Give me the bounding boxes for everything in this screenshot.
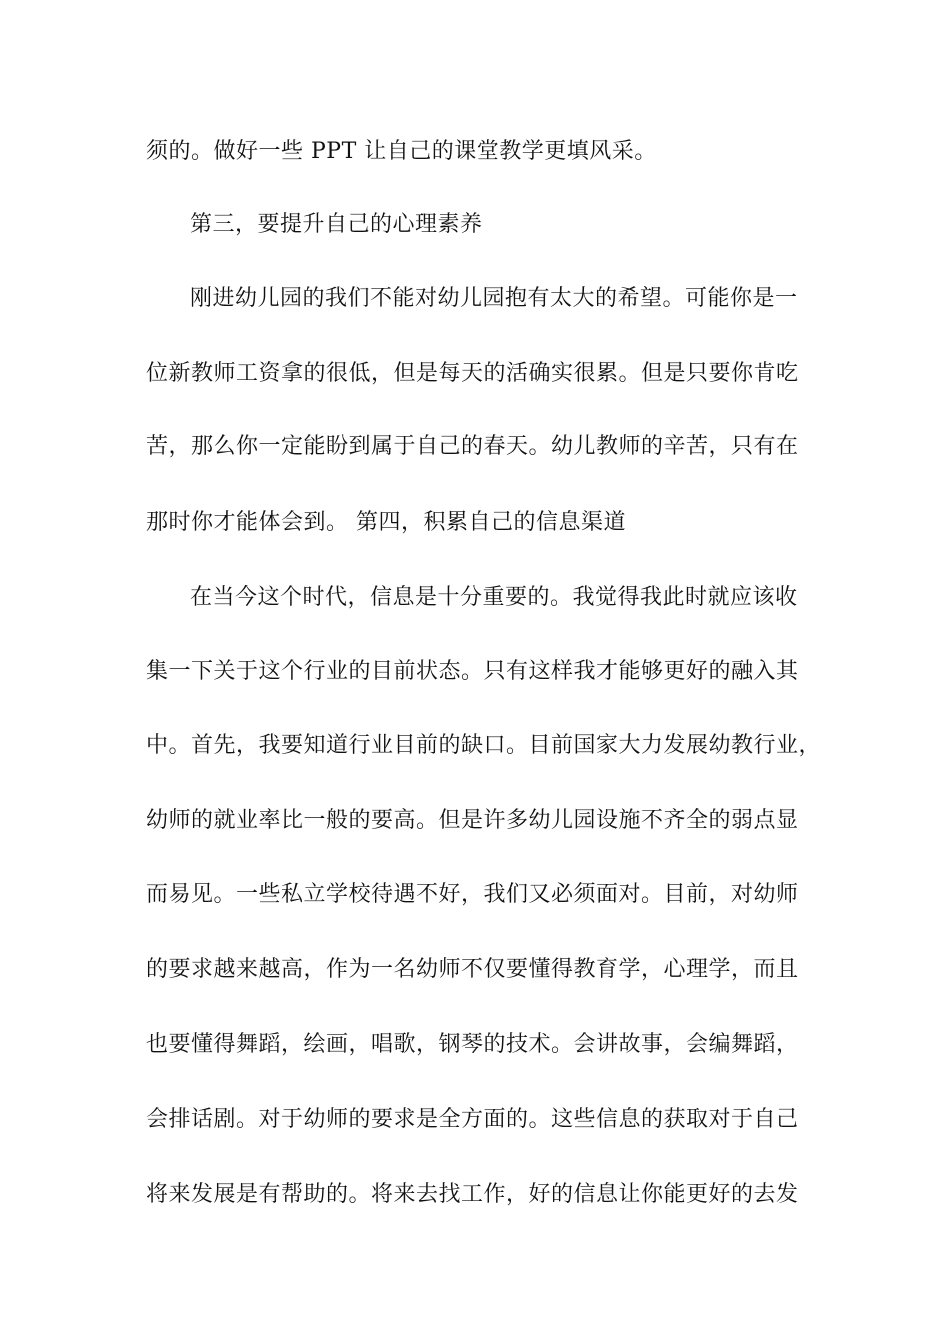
text-line: 中。首先，我要知道行业目前的缺口。目前国家大力发展幼教行业， (146, 733, 822, 758)
text-line: 而易见。一些私立学校待遇不好，我们又必须面对。目前，对幼师 (146, 882, 799, 907)
text-line: 将来发展是有帮助的。将来去找工作，好的信息让你能更好的去发 (146, 1182, 799, 1207)
text-line: 那时你才能体会到。 第四，积累自己的信息渠道 (146, 510, 626, 535)
text-line: 位新教师工资拿的很低，但是每天的活确实很累。但是只要你肯吃 (146, 361, 799, 386)
text-line: 苦，那么你一定能盼到属于自己的春天。幼儿教师的辛苦，只有在 (146, 434, 799, 459)
text-line: 幼师的就业率比一般的要高。但是许多幼儿园设施不齐全的弱点显 (146, 808, 799, 833)
text-line: 在当今这个时代，信息是十分重要的。我觉得我此时就应该收 (190, 585, 798, 610)
text-line: 会排话剧。对于幼师的要求是全方面的。这些信息的获取对于自己 (146, 1107, 799, 1132)
section-heading: 第三，要提升自己的心理素养 (190, 212, 483, 237)
text-line: 也要懂得舞蹈，绘画，唱歌，钢琴的技术。会讲故事，会编舞蹈， (146, 1032, 799, 1057)
text-line: 集一下关于这个行业的目前状态。只有这样我才能够更好的融入其 (146, 659, 799, 684)
text-line: 须的。做好一些 PPT 让自己的课堂教学更填风采。 (146, 139, 657, 164)
text-line: 的要求越来越高，作为一名幼师不仅要懂得教育学，心理学，而且 (146, 957, 799, 982)
text-line: 刚进幼儿园的我们不能对幼儿园抱有太大的希望。可能你是一 (190, 286, 798, 311)
